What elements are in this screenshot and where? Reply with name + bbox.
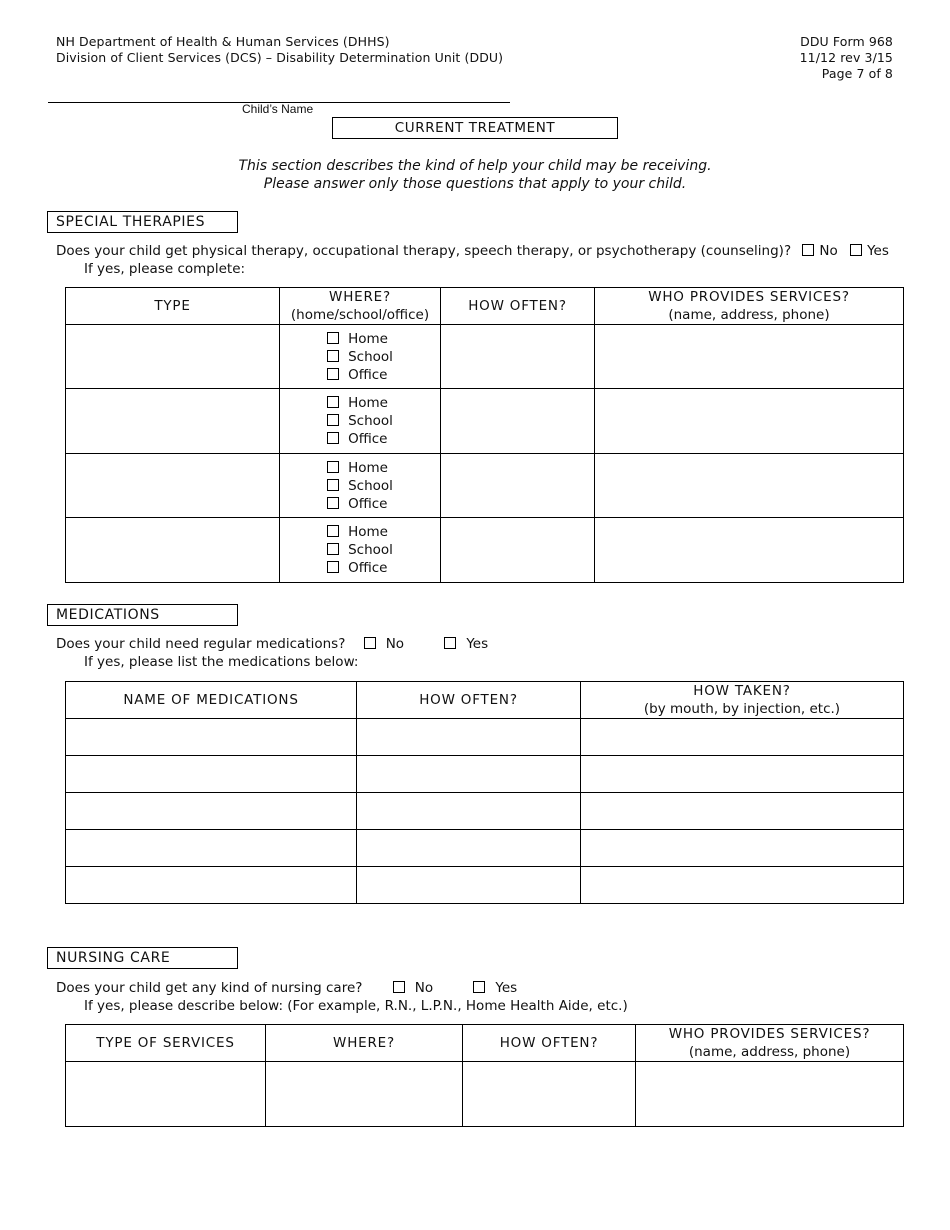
- how-taken-cell[interactable]: [581, 830, 904, 867]
- medications-table: [65, 681, 904, 904]
- therapies-header-row: [66, 288, 904, 325]
- medication-name-cell[interactable]: [66, 719, 357, 756]
- school-label: School: [348, 477, 393, 494]
- who-provides-cell[interactable]: [636, 1062, 904, 1127]
- intro-line-1: This section describes the kind of help your child may be receiving.: [238, 158, 712, 174]
- where-office: [327, 366, 393, 384]
- medications-yes-checkbox[interactable]: [444, 637, 456, 649]
- therapies-yes-checkbox[interactable]: [850, 244, 862, 256]
- nursing-table: [65, 1024, 904, 1127]
- how-often-cell[interactable]: [357, 830, 581, 867]
- office-checkbox[interactable]: [327, 368, 339, 380]
- where-school: [327, 348, 393, 366]
- therapies-no-checkbox[interactable]: [802, 244, 814, 256]
- home-label: Home: [348, 524, 388, 540]
- office-checkbox[interactable]: [327, 432, 339, 444]
- how-often-cell[interactable]: [441, 389, 595, 454]
- col-header-who: [636, 1025, 904, 1062]
- therapies-question: Does your child get physical therapy, occupational therapy, speech therapy, or psychotherapy (counseling)?: [56, 243, 792, 259]
- how-often-cell[interactable]: [357, 756, 581, 793]
- medications-no-checkbox[interactable]: [364, 637, 376, 649]
- medication-name-cell[interactable]: [66, 793, 357, 830]
- school-checkbox[interactable]: [327, 414, 339, 426]
- where-options: [327, 330, 393, 384]
- therapies-table: [65, 287, 904, 583]
- therapies-yes-label: Yes: [867, 243, 889, 259]
- type-cell[interactable]: [66, 518, 280, 583]
- special-therapies-heading: SPECIAL THERAPIES: [47, 211, 238, 233]
- col-header-who-title: WHO PROVIDES SERVICES?: [648, 289, 850, 305]
- where-home: [327, 330, 393, 348]
- col-header-who-sub: (name, address, phone): [668, 307, 830, 323]
- page-number: Page 7 of 8: [821, 66, 893, 81]
- medications-heading: MEDICATIONS: [47, 604, 238, 626]
- agency-line-1: NH Department of Health & Human Services (DHHS): [56, 34, 390, 49]
- how-often-cell[interactable]: [441, 454, 595, 518]
- where-cell: [280, 389, 441, 454]
- home-checkbox[interactable]: [327, 461, 339, 473]
- nursing-no-checkbox[interactable]: [393, 981, 405, 993]
- school-label: School: [348, 413, 393, 429]
- nursing-no-label: No: [414, 980, 434, 996]
- medications-header-row: [66, 682, 904, 719]
- school-label: School: [348, 542, 393, 558]
- medications-yes-label: Yes: [466, 636, 489, 652]
- agency-line-2: Division of Client Services (DCS) – Disability Determination Unit (DDU): [56, 50, 504, 65]
- how-often-cell[interactable]: [357, 867, 581, 904]
- how-often-cell[interactable]: [441, 518, 595, 583]
- home-checkbox[interactable]: [327, 525, 339, 537]
- office-label: Office: [348, 431, 388, 447]
- home-label: Home: [348, 395, 388, 411]
- table-row: [66, 830, 904, 867]
- therapies-question-row: [56, 242, 891, 260]
- where-options: [327, 459, 393, 513]
- where-options: [327, 394, 393, 448]
- where-office: [327, 559, 393, 577]
- where-cell[interactable]: [266, 1062, 463, 1127]
- where-office: [327, 430, 393, 448]
- page-title: CURRENT TREATMENT: [332, 117, 618, 139]
- table-row: [66, 325, 904, 389]
- table-row: [66, 518, 904, 583]
- who-provides-cell[interactable]: [595, 454, 904, 518]
- how-often-cell[interactable]: [463, 1062, 636, 1127]
- col-header-how-often: HOW OFTEN?: [357, 682, 581, 719]
- table-row: [66, 867, 904, 904]
- nursing-instruction: If yes, please describe below: (For example, R.N., L.P.N., Home Health Aide, etc.): [84, 998, 628, 1014]
- col-header-where-sub: (home/school/office): [290, 307, 430, 323]
- how-often-cell[interactable]: [441, 325, 595, 389]
- where-home: [327, 459, 393, 477]
- how-taken-cell[interactable]: [581, 793, 904, 830]
- nursing-care-heading: NURSING CARE: [47, 947, 238, 969]
- form-number: DDU Form 968: [800, 34, 893, 49]
- medications-no-label: No: [385, 636, 405, 652]
- table-row: [66, 454, 904, 518]
- how-taken-cell[interactable]: [581, 867, 904, 904]
- col-header-who-sub: (name, address, phone): [688, 1044, 851, 1060]
- school-checkbox[interactable]: [327, 350, 339, 362]
- table-row: [66, 719, 904, 756]
- col-header-who-title: WHO PROVIDES SERVICES?: [668, 1026, 871, 1042]
- school-checkbox[interactable]: [327, 479, 339, 491]
- where-home: [327, 523, 393, 541]
- where-options: [327, 523, 393, 577]
- intro-text: [0, 157, 950, 193]
- where-cell: [280, 454, 441, 518]
- therapies-no-label: No: [819, 243, 838, 259]
- form-info: [800, 34, 893, 82]
- office-label: Office: [348, 495, 388, 512]
- childs-name-label: Child’s Name: [242, 102, 314, 116]
- col-header-how-taken-sub: (by mouth, by injection, etc.): [643, 701, 841, 717]
- who-provides-cell[interactable]: [595, 518, 904, 583]
- col-header-how-often: HOW OFTEN?: [441, 288, 595, 325]
- office-checkbox[interactable]: [327, 561, 339, 573]
- col-header-how-taken: [581, 682, 904, 719]
- how-taken-cell[interactable]: [581, 719, 904, 756]
- how-often-cell[interactable]: [357, 719, 581, 756]
- home-label: Home: [348, 330, 388, 347]
- where-school: [327, 477, 393, 495]
- where-cell: [280, 518, 441, 583]
- home-label: Home: [348, 459, 388, 476]
- col-header-where: WHERE?: [266, 1025, 463, 1062]
- nursing-yes-checkbox[interactable]: [473, 981, 485, 993]
- school-checkbox[interactable]: [327, 543, 339, 555]
- medication-name-cell[interactable]: [66, 867, 357, 904]
- form-revision: 11/12 rev 3/15: [799, 50, 893, 65]
- table-row: [66, 389, 904, 454]
- type-cell[interactable]: [66, 389, 280, 454]
- who-provides-cell[interactable]: [595, 325, 904, 389]
- medication-name-cell[interactable]: [66, 830, 357, 867]
- nursing-yes-label: Yes: [495, 980, 518, 996]
- how-often-cell[interactable]: [357, 793, 581, 830]
- where-school: [327, 541, 393, 559]
- col-header-type-of-services: TYPE OF SERVICES: [66, 1025, 266, 1062]
- medications-question-row: [56, 635, 488, 653]
- agency-header: [56, 34, 503, 66]
- nursing-header-row: [66, 1025, 904, 1062]
- office-label: Office: [348, 560, 388, 576]
- where-office: [327, 495, 393, 513]
- how-taken-cell[interactable]: [581, 756, 904, 793]
- where-cell: [280, 325, 441, 389]
- intro-line-2: Please answer only those questions that apply to your child.: [263, 176, 687, 192]
- col-header-how-taken-title: HOW TAKEN?: [693, 683, 791, 699]
- therapies-instruction: If yes, please complete:: [84, 261, 246, 277]
- medications-instruction: If yes, please list the medications below:: [84, 654, 359, 670]
- home-checkbox[interactable]: [327, 332, 339, 344]
- type-of-services-cell[interactable]: [66, 1062, 266, 1127]
- where-home: [327, 394, 393, 412]
- type-cell[interactable]: [66, 454, 280, 518]
- medications-question: Does your child need regular medications?: [56, 636, 346, 652]
- nursing-question-row: [56, 979, 517, 997]
- table-row: [66, 756, 904, 793]
- where-school: [327, 412, 393, 430]
- who-provides-cell[interactable]: [595, 389, 904, 454]
- school-label: School: [348, 348, 393, 365]
- col-header-how-often: HOW OFTEN?: [463, 1025, 636, 1062]
- medication-name-cell[interactable]: [66, 756, 357, 793]
- table-row: [66, 1062, 904, 1127]
- col-header-where: [280, 288, 441, 325]
- col-header-type: TYPE: [66, 288, 280, 325]
- office-label: Office: [348, 366, 388, 383]
- nursing-question: Does your child get any kind of nursing care?: [56, 980, 363, 996]
- table-row: [66, 793, 904, 830]
- office-checkbox[interactable]: [327, 497, 339, 509]
- home-checkbox[interactable]: [327, 396, 339, 408]
- col-header-who: [595, 288, 904, 325]
- col-header-where-title: WHERE?: [329, 289, 391, 305]
- type-cell[interactable]: [66, 325, 280, 389]
- col-header-medication-name: NAME OF MEDICATIONS: [66, 682, 357, 719]
